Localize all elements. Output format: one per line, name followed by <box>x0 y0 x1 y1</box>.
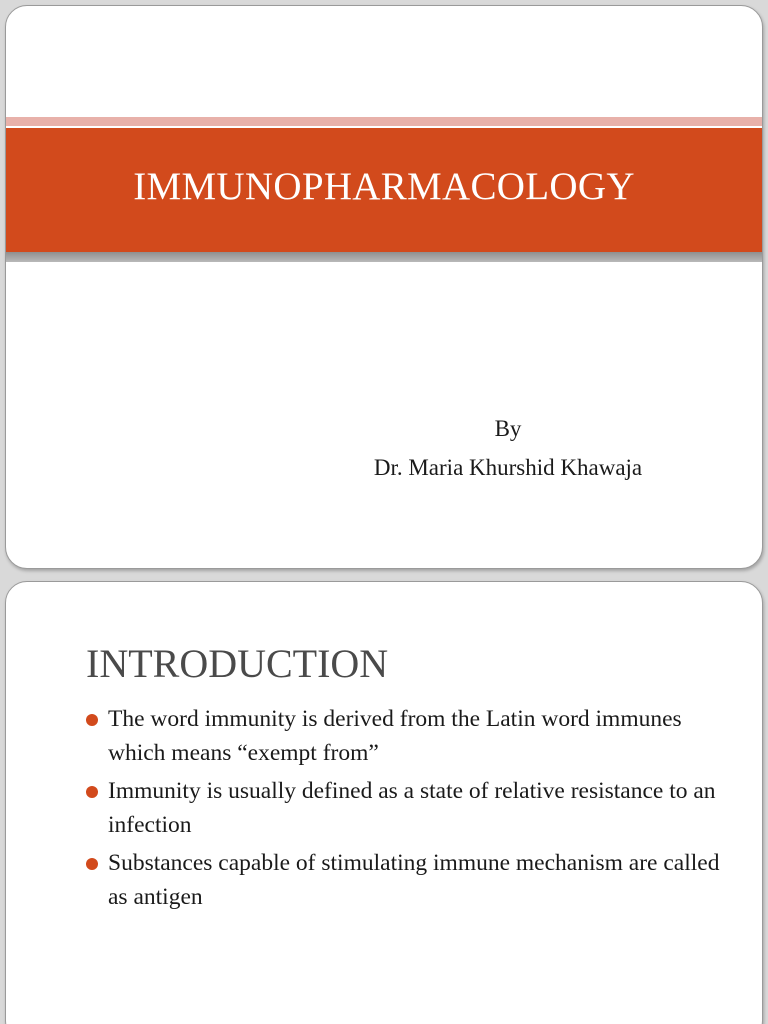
bullet-text: Substances capable of stimulating immune mechanism are called as antigen <box>108 850 720 910</box>
bullet-text: Immunity is usually defined as a state of relative resistance to an infection <box>108 778 716 838</box>
title-band-bottom-stripe <box>6 252 762 262</box>
bullet-icon <box>86 858 98 870</box>
bullet-list <box>84 702 744 918</box>
section-heading: INTRODUCTION <box>86 641 389 686</box>
bullet-text: The word immunity is derived from the Latin word immunes which means “exempt from” <box>108 706 682 766</box>
by-label: By <box>494 416 522 441</box>
bullet-icon <box>86 786 98 798</box>
list-item <box>84 774 744 842</box>
introduction-slide <box>5 581 763 1024</box>
author-name: Dr. Maria Khurshid Khawaja <box>373 455 643 480</box>
list-item <box>84 702 744 770</box>
bullet-icon <box>86 714 98 726</box>
slide-title: IMMUNOPHARMACOLOGY <box>133 164 635 208</box>
list-item <box>84 846 744 914</box>
title-band <box>6 128 762 252</box>
title-band-top-stripe <box>6 117 762 126</box>
title-slide <box>5 5 763 569</box>
